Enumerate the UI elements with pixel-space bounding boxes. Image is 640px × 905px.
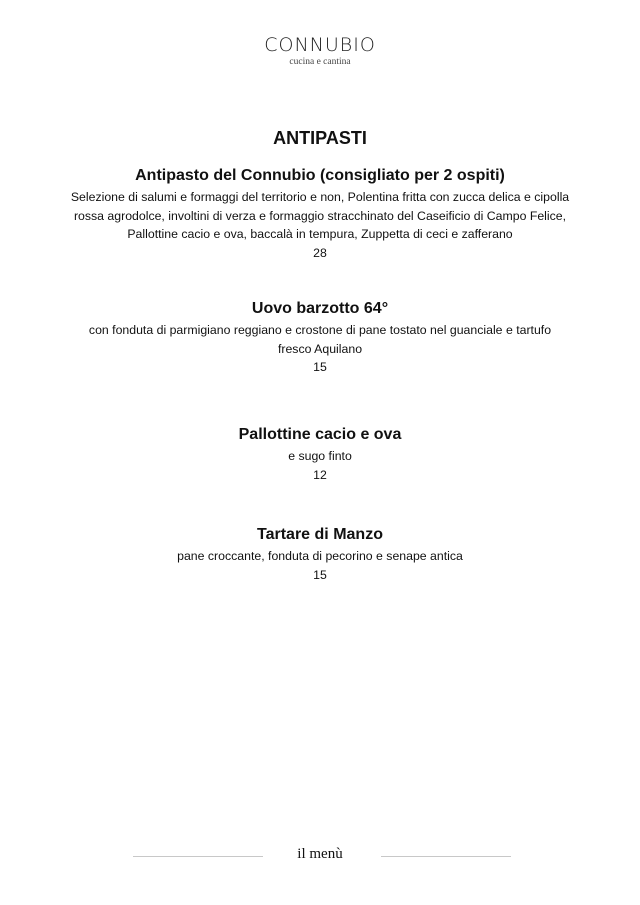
menu-item xyxy=(0,424,640,484)
dish-price: 15 xyxy=(313,567,327,582)
dish-price: 12 xyxy=(313,467,327,482)
menu-item xyxy=(0,524,640,584)
footer-label: il menù xyxy=(297,846,343,862)
footer xyxy=(0,846,640,866)
dish-name: Uovo barzotto 64° xyxy=(251,300,389,317)
dish-description: Selezione di salumi e formaggi del territorio e non, Polentina fritta con zucca delica e cipolla rossa agrodolce, involtini di verza e formaggio stracchinato del Caseificio di Campo Felice, Pallottine cacio e ova, baccalà in tempura, Zuppetta di ceci e zafferano xyxy=(70,190,570,242)
dish-description: pane croccante, fonduta di pecorino e senape antica xyxy=(177,549,463,563)
dish-name: Antipasto del Connubio (consigliato per 2 ospiti) xyxy=(135,167,505,184)
dish-name: Pallottine cacio e ova xyxy=(238,426,402,443)
dish-description: e sugo finto xyxy=(288,449,352,463)
brand-tagline: cucina e cantina xyxy=(289,57,351,67)
dish-name: Tartare di Manzo xyxy=(257,526,383,543)
menu-item xyxy=(0,165,640,263)
menu-item xyxy=(0,298,640,377)
logo xyxy=(0,34,640,68)
brand-name: CONNUBIO xyxy=(264,34,376,56)
dish-price: 15 xyxy=(313,360,327,375)
section-title: ANTIPASTI xyxy=(273,128,367,148)
divider-right xyxy=(381,856,511,857)
dish-price: 28 xyxy=(313,246,327,261)
dish-description: con fonduta di parmigiano reggiano e crostone di pane tostato nel guanciale e tartufo fresco Aquilano xyxy=(88,323,552,356)
